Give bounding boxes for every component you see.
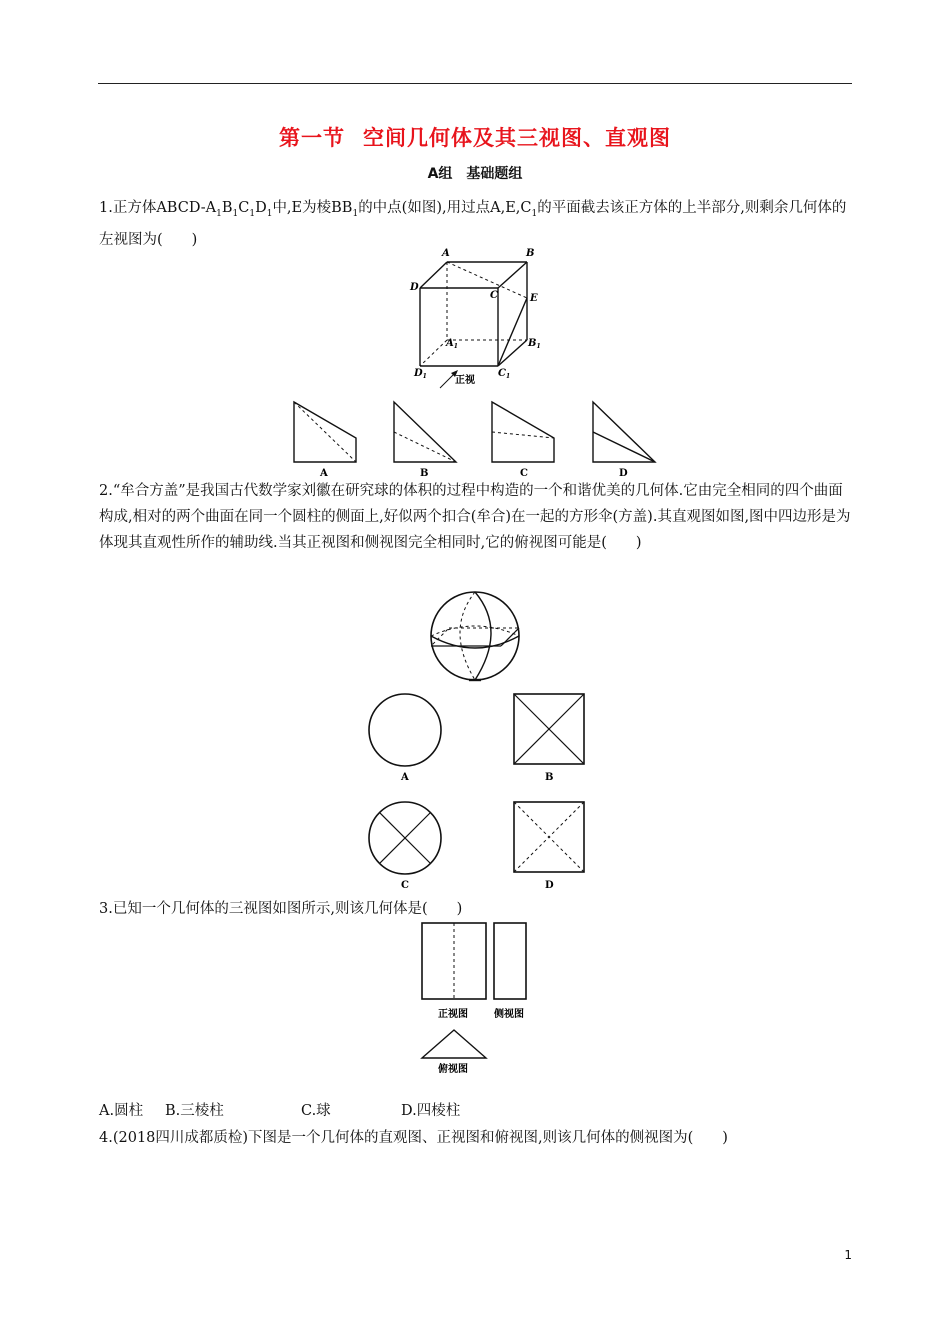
q3-answer-b: B.三棱柱: [165, 1103, 224, 1119]
section-title: 第一节 空间几何体及其三视图、直观图: [279, 126, 671, 150]
q3-answer-d: D.四棱柱: [401, 1103, 461, 1119]
q1-option-d-figure: [591, 400, 659, 480]
header-rule: [98, 83, 852, 84]
q1-option-d-label: D: [619, 468, 628, 479]
front-view-arrow-label: 正视: [455, 375, 475, 386]
question-2-text: 2.“牟合方盖”是我国古代数学家刘徽在研究球的体积的过程中构造的一个和谐优美的几何体.它由完全相同的四个曲面构成,相对的两个曲面在同一个圆柱的侧面上,好似两个扣合(牟合)在一起的方形伞(方盖).其直观图如图,图中四边形是为体现其直观性所作的辅助线.当其正视图和侧视图完全相同时,它的俯视图可能是( ): [99, 483, 851, 551]
q2-option-b-figure: [512, 692, 588, 784]
page-number: 1: [844, 1248, 852, 1262]
cube-label-c1: $C_1$: [498, 368, 511, 380]
q2-option-d-figure: [512, 800, 588, 892]
question-3-text: 3.已知一个几何体的三视图如图所示,则该几何体是( ): [99, 901, 463, 917]
q2-option-c-label: C: [401, 880, 409, 891]
q2-option-c-figure: [366, 800, 446, 892]
cube-label-b: B: [526, 248, 535, 259]
q2-option-a-label: A: [401, 772, 409, 783]
question-1-text: 1.正方体ABCD-$A_1B_1C_1D_1$中,E为棱$BB_1$的中点(如图),用过点$A,E,C_1$的平面截去该正方体的上半部分,则剩余几何体的左视图为( ): [99, 200, 847, 248]
group-heading: A组 基础题组: [427, 166, 523, 182]
q1-option-a-label: A: [320, 468, 328, 479]
q2-option-a-figure: [366, 692, 446, 784]
top-view-label: 俯视图: [438, 1064, 468, 1075]
cube-label-b1: $B_1$: [528, 338, 541, 350]
cube-label-a1: $A_1$: [446, 338, 458, 350]
q1-option-c-label: C: [520, 468, 528, 479]
mouhe-fanggai-figure: [427, 590, 523, 686]
question-3-answer-options: [99, 1099, 460, 1120]
q1-option-c-figure: [490, 400, 558, 480]
q3-answer-a: A.圆柱: [99, 1103, 144, 1119]
side-view-label: 侧视图: [494, 1009, 524, 1020]
front-view-label: 正视图: [438, 1009, 468, 1020]
q2-option-b-label: B: [545, 772, 554, 783]
cube-figure: [400, 240, 550, 390]
q1-option-b-figure: [392, 400, 460, 480]
cube-label-d: D: [410, 282, 419, 293]
q3-answer-c: C.球: [301, 1103, 331, 1119]
cube-label-d1: $D_1$: [414, 368, 427, 380]
q1-option-b-label: B: [420, 468, 429, 479]
q2-option-d-label: D: [545, 880, 554, 891]
three-views-figure: [418, 920, 542, 1080]
cube-label-e: E: [530, 293, 538, 304]
question-4-text: 4.(2018四川成都质检)下图是一个几何体的直观图、正视图和俯视图,则该几何体的侧视图为( ): [99, 1130, 728, 1146]
q1-option-a-figure: [292, 400, 360, 480]
cube-label-c: C: [490, 290, 498, 301]
cube-label-a: A: [442, 248, 450, 259]
